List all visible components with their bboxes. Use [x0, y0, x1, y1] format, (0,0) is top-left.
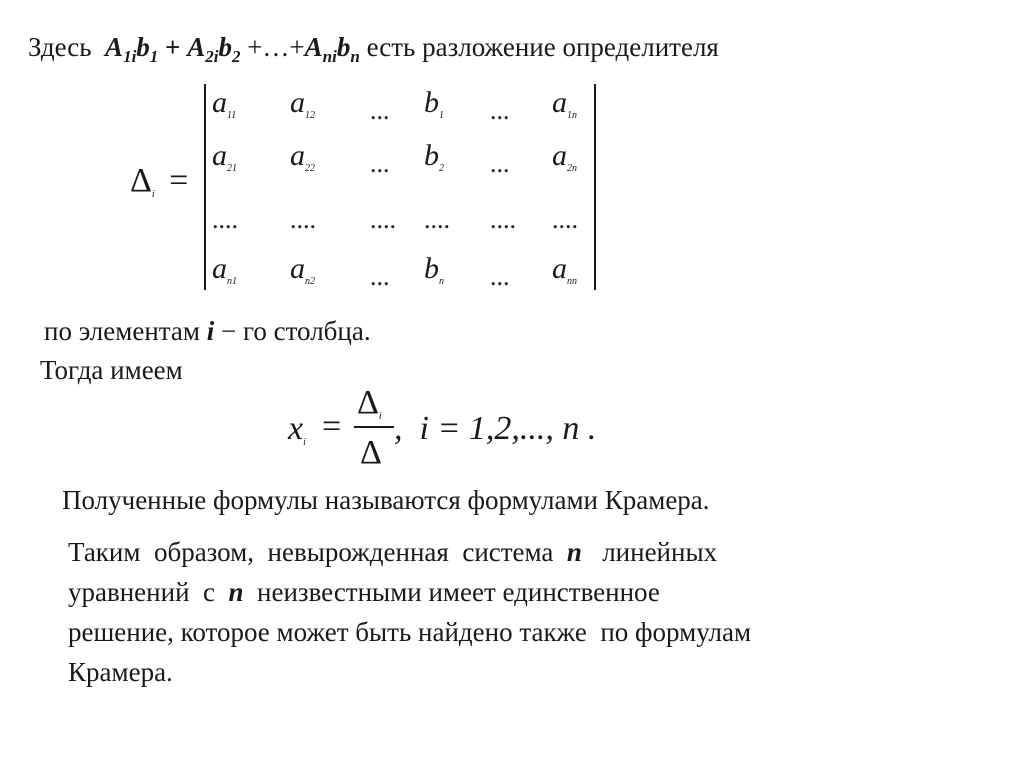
cramer-formulas-sentence: Полученные формулы называются формулами Крамера.: [62, 485, 710, 515]
determinant-cell: ....: [370, 205, 396, 234]
determinant-cell: $a_{n1}$: [212, 252, 237, 287]
determinant-cell: ....: [290, 205, 316, 234]
determinant-cell: ....: [552, 205, 578, 234]
determinant-cell: ...: [370, 262, 390, 291]
expansion-line: [28, 32, 719, 66]
term-b1: $b_1$: [136, 32, 159, 66]
determinant-cell: ...: [370, 96, 390, 125]
term-a1i: $A_{1i}$: [105, 32, 137, 66]
column-suffix: − го столбца.: [221, 316, 371, 346]
determinant-cell: ....: [490, 205, 516, 234]
determinant-cell: $a_{11}$: [212, 86, 237, 121]
variable-n: n: [566, 537, 582, 567]
formula-denominator: Δ: [360, 434, 382, 471]
formula-numerator: $\Delta_i$: [357, 384, 382, 422]
determinant-right-bar: [594, 84, 596, 290]
variable-n: n: [228, 577, 244, 607]
determinant-cell: $b_n$: [424, 252, 444, 287]
determinant-cell: $b_1$: [424, 86, 444, 121]
determinant-cell: ...: [490, 149, 510, 178]
term-bn: $b_n$: [336, 32, 360, 66]
determinant-cell: $a_{2n}$: [552, 139, 577, 174]
determinant-cell: $a_{12}$: [290, 86, 315, 121]
determinant-cell: $a_{n2}$: [290, 252, 315, 287]
term-b2: $b_2$: [218, 32, 241, 66]
term-a2i: $A_{2i}$: [187, 32, 219, 66]
determinant-cell: $a_{nn}$: [552, 252, 577, 287]
determinant-cell: ....: [424, 205, 450, 234]
expansion-prefix: Здесь: [28, 32, 92, 62]
determinant-cell: ...: [370, 149, 390, 178]
conclusion-paragraph: [68, 532, 948, 692]
conclusion-line-2: уравнений с n неизвестными имеет единственное: [68, 577, 660, 607]
determinant-cell: $a_{22}$: [290, 139, 315, 174]
formula-equals: =: [322, 408, 342, 445]
conclusion-line-3: решение, которое может быть найдено также по формулам: [68, 617, 752, 647]
determinant-cell: $a_{21}$: [212, 139, 237, 174]
formula-x: $x_i$: [288, 410, 306, 448]
determinant-cell: ...: [490, 96, 510, 125]
determinant-left-bar: [204, 84, 206, 290]
conclusion-line-1: Таким образом, невырожденная система n линейных: [68, 537, 718, 567]
determinant-label: $\Delta_i$ =: [130, 162, 189, 200]
determinant-cell: ...: [490, 262, 510, 291]
term-ani: $A_{ni}$: [304, 32, 337, 66]
ellipsis-plus: +…+: [247, 32, 305, 62]
column-index-variable: i: [206, 316, 215, 346]
conclusion-line-4: Крамера.: [68, 657, 173, 687]
plus-sign: +: [165, 32, 181, 62]
determinant-cell: ....: [212, 205, 238, 234]
determinant-cell: $b_2$: [424, 139, 444, 174]
determinant-cell: $a_{1n}$: [552, 86, 577, 121]
expansion-suffix: есть разложение определителя: [366, 32, 719, 62]
then-we-have: Тогда имеем: [40, 355, 183, 385]
column-expansion-line: [44, 318, 371, 345]
column-prefix: по элементам: [44, 316, 200, 346]
fraction-bar: [354, 426, 394, 428]
determinant-equals: =: [169, 162, 189, 199]
formula-range: , i = 1,2,..., n .: [394, 410, 597, 447]
